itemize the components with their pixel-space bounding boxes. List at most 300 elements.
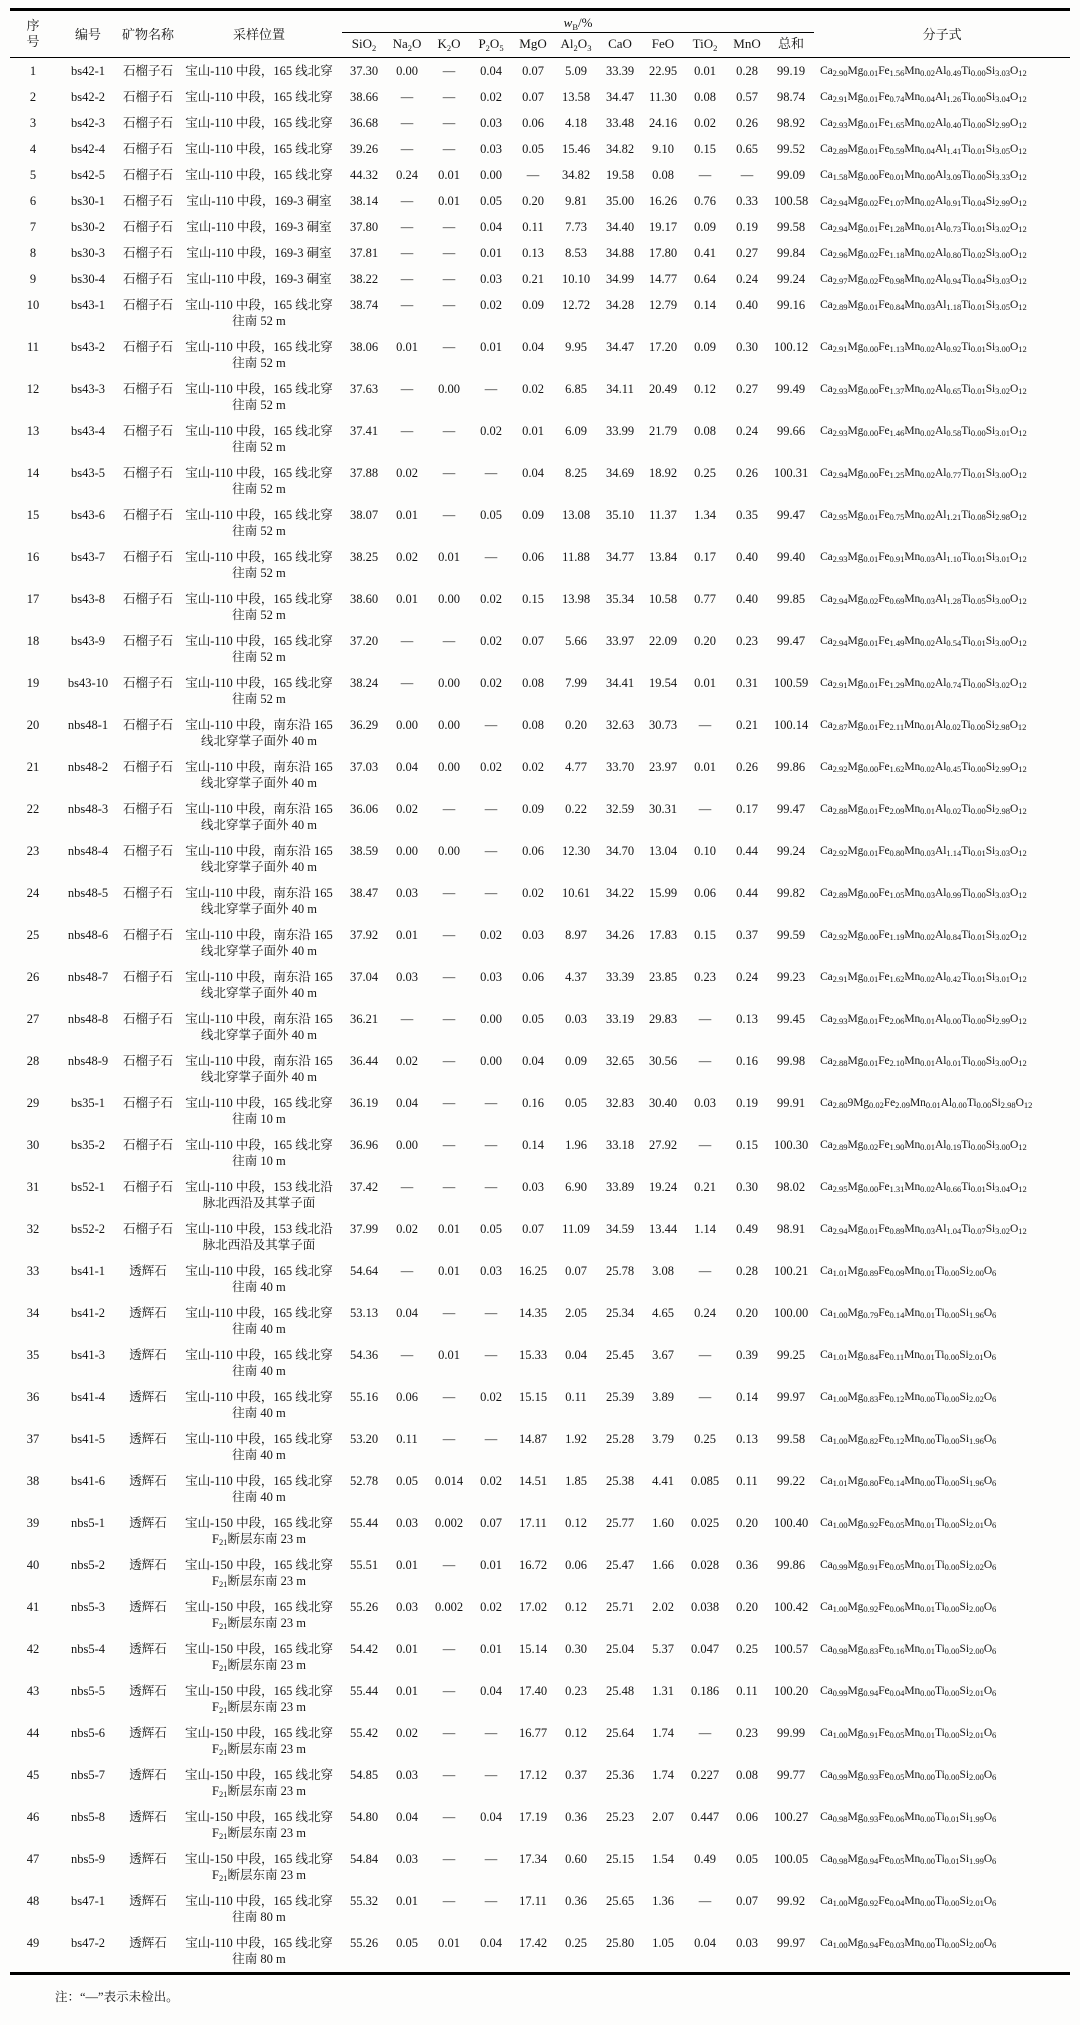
value-mgo: 0.06 bbox=[522, 115, 544, 130]
value-p2o5: 0.02 bbox=[480, 759, 502, 774]
value-sio2: 38.59 bbox=[349, 843, 379, 858]
value-p2o5: 0.02 bbox=[480, 591, 502, 606]
sampling-location bbox=[176, 1216, 342, 1258]
location-line: 线北穿掌子面外 40 m bbox=[201, 817, 317, 832]
table-row bbox=[10, 712, 1070, 754]
mineral-name: 石榴子石 bbox=[122, 633, 173, 648]
value-p2o5: 0.00 bbox=[480, 167, 502, 182]
value-total: 100.57 bbox=[773, 1641, 809, 1656]
mineral-name: 石榴子石 bbox=[122, 89, 173, 104]
value-na2o: 0.02 bbox=[396, 1725, 418, 1740]
value-feo: 21.79 bbox=[648, 423, 678, 438]
location-line: 宝山-110 中段，165 线北穿 bbox=[185, 115, 333, 130]
location-line: $F_{21}$断层东南 23 m bbox=[212, 1741, 306, 1757]
value-feo: 11.30 bbox=[649, 89, 677, 104]
value-al2o3: 0.09 bbox=[565, 1053, 587, 1068]
value-cao: 25.77 bbox=[605, 1515, 635, 1530]
row-number: 21 bbox=[26, 759, 40, 774]
value-sio2: 38.47 bbox=[349, 885, 379, 900]
sampling-location bbox=[176, 1006, 342, 1048]
value-na2o: 0.06 bbox=[396, 1389, 418, 1404]
sample-id: nbs5-5 bbox=[70, 1683, 106, 1698]
table-row bbox=[10, 1342, 1070, 1384]
value-sio2: 54.64 bbox=[349, 1263, 379, 1278]
value-mno: 0.31 bbox=[736, 675, 758, 690]
row-number: 6 bbox=[29, 193, 37, 208]
location-line: 线北穿掌子面外 40 m bbox=[201, 733, 317, 748]
sample-id: bs41-5 bbox=[70, 1431, 106, 1446]
molecular-formula: $Ca_{2.88}Mg_{0.01}Fe_{2.10}Mn_{0.01}Al_{0.01}Ti_{0.00}Si_{3.00}O_{12}$ bbox=[820, 1054, 1027, 1068]
value-mgo: 0.01 bbox=[522, 423, 544, 438]
location-line: 线北穿掌子面外 40 m bbox=[201, 943, 317, 958]
row-number: 9 bbox=[29, 271, 37, 286]
value-na2o: 0.02 bbox=[396, 549, 418, 564]
value-na2o: — bbox=[400, 381, 414, 396]
header-k2o: $K_2O$ bbox=[428, 33, 470, 58]
sampling-location bbox=[176, 880, 342, 922]
value-p2o5: — bbox=[484, 885, 498, 900]
value-tio2: 0.09 bbox=[694, 339, 716, 354]
value-total: 99.86 bbox=[776, 1557, 806, 1572]
table-row bbox=[10, 1552, 1070, 1594]
value-total: 98.74 bbox=[776, 89, 806, 104]
value-feo: 29.83 bbox=[648, 1011, 678, 1026]
location-line: 线北穿掌子面外 40 m bbox=[201, 985, 317, 1000]
row-number: 43 bbox=[26, 1683, 40, 1698]
value-mgo: 0.07 bbox=[522, 633, 544, 648]
value-k2o: — bbox=[442, 423, 456, 438]
value-total: 99.25 bbox=[776, 1347, 806, 1362]
location-line: 宝山-110 中段，169-3 硐室 bbox=[186, 271, 332, 286]
location-line: 脉北西沿及其掌子面 bbox=[202, 1237, 316, 1252]
value-cao: 34.11 bbox=[606, 381, 634, 396]
row-number: 37 bbox=[26, 1431, 40, 1446]
value-tio2: 0.14 bbox=[694, 297, 716, 312]
value-mno: 0.65 bbox=[736, 141, 758, 156]
table-row bbox=[10, 1468, 1070, 1510]
value-al2o3: 0.04 bbox=[565, 1347, 587, 1362]
sampling-location bbox=[176, 1510, 342, 1552]
value-na2o: — bbox=[400, 1347, 414, 1362]
value-feo: 1.60 bbox=[652, 1515, 674, 1530]
sample-id: bs43-2 bbox=[70, 339, 106, 354]
value-cao: 34.99 bbox=[605, 271, 635, 286]
value-p2o5: 0.03 bbox=[480, 271, 502, 286]
sample-id: nbs48-6 bbox=[67, 927, 109, 942]
sample-id: bs35-2 bbox=[70, 1137, 106, 1152]
location-line: 宝山-150 中段，165 线北穿 bbox=[185, 1641, 333, 1656]
location-line: 宝山-110 中段，南东沿 165 bbox=[185, 927, 333, 942]
mineral-name: 石榴子石 bbox=[122, 717, 173, 732]
value-mno: 0.13 bbox=[736, 1431, 758, 1446]
value-mno: 0.28 bbox=[736, 63, 758, 78]
location-line: 往南 80 m bbox=[232, 1951, 286, 1966]
value-sio2: 36.68 bbox=[349, 115, 379, 130]
value-sio2: 54.84 bbox=[349, 1851, 379, 1866]
value-al2o3: 0.60 bbox=[565, 1851, 587, 1866]
value-total: 99.98 bbox=[776, 1053, 806, 1068]
row-number: 17 bbox=[26, 591, 40, 606]
value-cao: 25.34 bbox=[605, 1305, 635, 1320]
value-k2o: 0.01 bbox=[438, 1935, 460, 1950]
sample-id: nbs48-1 bbox=[67, 717, 109, 732]
row-number: 26 bbox=[26, 969, 40, 984]
value-feo: 1.74 bbox=[652, 1767, 674, 1782]
value-total: 100.20 bbox=[773, 1683, 809, 1698]
value-p2o5: 0.04 bbox=[480, 1683, 502, 1698]
table-row bbox=[10, 1006, 1070, 1048]
value-p2o5: 0.01 bbox=[480, 339, 502, 354]
row-number: 38 bbox=[26, 1473, 40, 1488]
molecular-formula: $Ca_{2.93}Mg_{0.01}Fe_{2.06}Mn_{0.01}Al_{0.00}Ti_{0.00}Si_{2.99}O_{12}$ bbox=[820, 1012, 1027, 1026]
value-na2o: — bbox=[400, 1263, 414, 1278]
value-k2o: — bbox=[442, 297, 456, 312]
value-total: 99.97 bbox=[776, 1935, 806, 1950]
table-row bbox=[10, 240, 1070, 266]
value-al2o3: 0.23 bbox=[565, 1683, 587, 1698]
mineral-name: 石榴子石 bbox=[122, 969, 173, 984]
value-mgo: 17.12 bbox=[518, 1767, 548, 1782]
molecular-formula: $Ca_{1.00}Mg_{0.92}Fe_{0.04}Mn_{0.00}Ti_{0.00}Si_{2.01}O_6$ bbox=[820, 1894, 997, 1908]
table-row bbox=[10, 922, 1070, 964]
sample-id: bs30-4 bbox=[70, 271, 106, 286]
value-mno: 0.11 bbox=[736, 1683, 758, 1698]
mineral-name: 石榴子石 bbox=[122, 507, 173, 522]
value-feo: 1.74 bbox=[652, 1725, 674, 1740]
header-seq-number bbox=[10, 10, 56, 58]
table-row bbox=[10, 1762, 1070, 1804]
value-feo: 20.49 bbox=[648, 381, 678, 396]
mineral-name: 石榴子石 bbox=[122, 63, 173, 78]
value-k2o: 0.00 bbox=[438, 591, 460, 606]
value-na2o: 0.02 bbox=[396, 1221, 418, 1236]
sample-id: bs43-9 bbox=[70, 633, 106, 648]
value-p2o5: — bbox=[484, 465, 498, 480]
value-cao: 32.63 bbox=[605, 717, 635, 732]
value-cao: 35.34 bbox=[605, 591, 635, 606]
value-p2o5: — bbox=[484, 1347, 498, 1362]
value-na2o: — bbox=[400, 675, 414, 690]
row-number: 44 bbox=[26, 1725, 40, 1740]
location-line: 宝山-110 中段，165 线北穿 bbox=[185, 1095, 333, 1110]
value-tio2: — bbox=[698, 717, 712, 732]
sampling-location bbox=[176, 376, 342, 418]
table-row bbox=[10, 964, 1070, 1006]
value-mno: 0.27 bbox=[736, 381, 758, 396]
value-na2o: 0.11 bbox=[396, 1431, 418, 1446]
mineral-name: 石榴子石 bbox=[122, 591, 173, 606]
wb-unit: /% bbox=[577, 15, 593, 30]
value-k2o: — bbox=[442, 63, 456, 78]
value-k2o: — bbox=[442, 1641, 456, 1656]
mineral-name: 透辉石 bbox=[129, 1263, 167, 1278]
value-al2o3: 11.09 bbox=[562, 1221, 590, 1236]
value-cao: 32.83 bbox=[605, 1095, 635, 1110]
location-line: 宝山-150 中段，165 线北穿 bbox=[185, 1725, 333, 1740]
value-na2o: 0.24 bbox=[396, 167, 418, 182]
table-row bbox=[10, 1258, 1070, 1300]
value-feo: 19.24 bbox=[648, 1179, 678, 1194]
value-mno: 0.20 bbox=[736, 1599, 758, 1614]
value-na2o: — bbox=[400, 89, 414, 104]
value-cao: 25.71 bbox=[605, 1599, 635, 1614]
value-cao: 25.48 bbox=[605, 1683, 635, 1698]
row-number: 12 bbox=[26, 381, 40, 396]
value-sio2: 38.06 bbox=[349, 339, 379, 354]
value-sio2: 37.20 bbox=[349, 633, 379, 648]
value-sio2: 36.44 bbox=[349, 1053, 379, 1068]
value-p2o5: 0.02 bbox=[480, 927, 502, 942]
mineral-name: 石榴子石 bbox=[122, 801, 173, 816]
value-sio2: 37.42 bbox=[349, 1179, 379, 1194]
value-p2o5: 0.04 bbox=[480, 1809, 502, 1824]
location-line: 往南 10 m bbox=[232, 1111, 286, 1126]
location-line: 往南 10 m bbox=[232, 1153, 286, 1168]
value-na2o: 0.00 bbox=[396, 63, 418, 78]
value-cao: 34.70 bbox=[605, 843, 635, 858]
sampling-location bbox=[176, 460, 342, 502]
sampling-location bbox=[176, 162, 342, 188]
value-mno: 0.26 bbox=[736, 115, 758, 130]
value-k2o: — bbox=[442, 271, 456, 286]
value-feo: 13.04 bbox=[648, 843, 678, 858]
location-line: 宝山-110 中段，165 线北穿 bbox=[185, 591, 333, 606]
location-line: 宝山-110 中段，165 线北穿 bbox=[185, 1431, 333, 1446]
value-sio2: 37.63 bbox=[349, 381, 379, 396]
value-p2o5: 0.05 bbox=[480, 193, 502, 208]
value-total: 100.31 bbox=[773, 465, 809, 480]
value-p2o5: 0.00 bbox=[480, 1053, 502, 1068]
value-tio2: 0.15 bbox=[694, 141, 716, 156]
value-k2o: 0.00 bbox=[438, 675, 460, 690]
value-mno: 0.15 bbox=[736, 1137, 758, 1152]
location-line: 宝山-110 中段，165 线北穿 bbox=[185, 167, 333, 182]
value-mgo: 0.04 bbox=[522, 465, 544, 480]
location-line: 宝山-110 中段，165 线北穿 bbox=[185, 549, 333, 564]
table-row bbox=[10, 1384, 1070, 1426]
molecular-formula: $Ca_{0.99}Mg_{0.94}Fe_{0.04}Mn_{0.00}Ti_{0.00}Si_{2.01}O_6$ bbox=[820, 1684, 997, 1698]
value-mno: 0.20 bbox=[736, 1305, 758, 1320]
header-seq-char-2: 号 bbox=[26, 34, 40, 49]
value-cao: 34.22 bbox=[605, 885, 635, 900]
value-mno: 0.17 bbox=[736, 801, 758, 816]
value-cao: 34.47 bbox=[605, 339, 635, 354]
value-na2o: — bbox=[400, 1011, 414, 1026]
value-mno: 0.40 bbox=[736, 549, 758, 564]
mineral-name: 透辉石 bbox=[129, 1767, 167, 1782]
value-mgo: 0.08 bbox=[522, 675, 544, 690]
row-number: 46 bbox=[26, 1809, 40, 1824]
mineral-name: 石榴子石 bbox=[122, 245, 173, 260]
sample-id: nbs5-3 bbox=[70, 1599, 106, 1614]
value-total: 99.52 bbox=[776, 141, 806, 156]
molecular-formula: $Ca_{2.80}9Mg_{0.02}Fe_{2.09}Mn_{0.01}Al_{0.00}Ti_{0.00}Si_{2.98}O_{12}$ bbox=[820, 1096, 1033, 1110]
value-sio2: 55.32 bbox=[349, 1893, 379, 1908]
sample-id: bs43-6 bbox=[70, 507, 106, 522]
location-line: 往南 40 m bbox=[232, 1363, 286, 1378]
value-tio2: 1.34 bbox=[694, 507, 716, 522]
value-p2o5: 0.02 bbox=[480, 633, 502, 648]
value-na2o: 0.03 bbox=[396, 1515, 418, 1530]
table-row bbox=[10, 586, 1070, 628]
sample-id: nbs48-3 bbox=[67, 801, 109, 816]
header-seq-char-1: 序 bbox=[26, 18, 40, 33]
sample-id: bs35-1 bbox=[70, 1095, 106, 1110]
value-k2o: 0.00 bbox=[438, 843, 460, 858]
value-mgo: 17.11 bbox=[519, 1515, 547, 1530]
molecular-formula: $Ca_{0.98}Mg_{0.83}Fe_{0.16}Mn_{0.01}Ti_{0.00}Si_{2.00}O_6$ bbox=[820, 1642, 997, 1656]
value-al2o3: 5.66 bbox=[565, 633, 587, 648]
value-feo: 11.37 bbox=[649, 507, 677, 522]
sampling-location bbox=[176, 1636, 342, 1678]
value-tio2: 0.04 bbox=[694, 1935, 716, 1950]
header-formula: 分子式 bbox=[814, 10, 1070, 58]
location-line: 宝山-110 中段，153 线北沿 bbox=[185, 1221, 333, 1236]
sampling-location bbox=[176, 1426, 342, 1468]
value-cao: 25.23 bbox=[605, 1809, 635, 1824]
molecular-formula: $Ca_{0.98}Mg_{0.93}Fe_{0.06}Mn_{0.00}Ti_{0.01}Si_{1.99}O_6$ bbox=[820, 1810, 997, 1824]
value-k2o: 0.01 bbox=[438, 1263, 460, 1278]
sampling-location bbox=[176, 1468, 342, 1510]
molecular-formula: $Ca_{2.88}Mg_{0.01}Fe_{2.09}Mn_{0.01}Al_{0.02}Ti_{0.00}Si_{2.98}O_{12}$ bbox=[820, 802, 1027, 816]
sampling-location bbox=[176, 1930, 342, 1974]
header-cao: CaO bbox=[598, 33, 642, 58]
row-number: 40 bbox=[26, 1557, 40, 1572]
location-line: 往南 40 m bbox=[232, 1405, 286, 1420]
value-k2o: — bbox=[442, 1179, 456, 1194]
molecular-formula: $Ca_{1.00}Mg_{0.94}Fe_{0.03}Mn_{0.00}Ti_{0.00}Si_{2.00}O_6$ bbox=[820, 1936, 997, 1950]
value-p2o5: 0.03 bbox=[480, 969, 502, 984]
sample-id: nbs48-5 bbox=[67, 885, 109, 900]
molecular-formula: $Ca_{2.92}Mg_{0.00}Fe_{1.62}Mn_{0.02}Al_{0.45}Ti_{0.00}Si_{2.99}O_{12}$ bbox=[820, 760, 1027, 774]
value-al2o3: 10.61 bbox=[561, 885, 591, 900]
value-p2o5: — bbox=[484, 381, 498, 396]
value-mgo: 0.16 bbox=[522, 1095, 544, 1110]
sample-id: bs43-10 bbox=[67, 675, 109, 690]
value-mno: 0.19 bbox=[736, 219, 758, 234]
location-line: 宝山-150 中段，165 线北穿 bbox=[185, 1851, 333, 1866]
value-na2o: 0.03 bbox=[396, 1767, 418, 1782]
value-k2o: — bbox=[442, 1305, 456, 1320]
row-number: 16 bbox=[26, 549, 40, 564]
molecular-formula: $Ca_{1.00}Mg_{0.79}Fe_{0.14}Mn_{0.01}Ti_{0.00}Si_{1.96}O_6$ bbox=[820, 1306, 997, 1320]
header-sample-id: 编号 bbox=[56, 10, 120, 58]
value-feo: 1.54 bbox=[652, 1851, 674, 1866]
value-al2o3: 8.53 bbox=[565, 245, 587, 260]
location-line: 往南 52 m bbox=[232, 439, 286, 454]
header-mgo: MgO bbox=[512, 33, 554, 58]
location-line: 宝山-110 中段，165 线北穿 bbox=[185, 675, 333, 690]
sampling-location bbox=[176, 188, 342, 214]
value-feo: 5.37 bbox=[652, 1641, 674, 1656]
value-mgo: 0.06 bbox=[522, 549, 544, 564]
table-row bbox=[10, 838, 1070, 880]
sample-id: nbs5-7 bbox=[70, 1767, 106, 1782]
value-mgo: 0.11 bbox=[522, 219, 544, 234]
row-number: 11 bbox=[26, 339, 40, 354]
value-al2o3: 15.46 bbox=[561, 141, 591, 156]
value-p2o5: 0.02 bbox=[480, 423, 502, 438]
value-al2o3: 8.25 bbox=[565, 465, 587, 480]
sample-id: bs43-5 bbox=[70, 465, 106, 480]
header-tio2: TiO$_2$ bbox=[684, 33, 726, 58]
sample-id: nbs48-8 bbox=[67, 1011, 109, 1026]
mineral-name: 石榴子石 bbox=[122, 141, 173, 156]
value-na2o: — bbox=[400, 141, 414, 156]
table-footnote: 注：“—”表示未检出。 bbox=[55, 1990, 179, 2004]
value-mgo: 16.72 bbox=[518, 1557, 548, 1572]
table-header bbox=[10, 10, 1070, 58]
value-al2o3: 0.22 bbox=[565, 801, 587, 816]
value-na2o: — bbox=[400, 297, 414, 312]
molecular-formula: $Ca_{2.87}Mg_{0.01}Fe_{2.11}Mn_{0.01}Al_{0.02}Ti_{0.00}Si_{2.98}O_{12}$ bbox=[820, 718, 1027, 732]
mineral-name: 透辉石 bbox=[129, 1431, 167, 1446]
value-feo: 27.92 bbox=[648, 1137, 678, 1152]
location-line: 宝山-110 中段，南东沿 165 bbox=[185, 1053, 333, 1068]
header-wb-percent-spanner bbox=[342, 10, 814, 33]
sample-id: bs42-4 bbox=[70, 141, 106, 156]
value-total: 99.97 bbox=[776, 1389, 806, 1404]
molecular-formula: $Ca_{2.94}Mg_{0.01}Fe_{1.28}Mn_{0.01}Al_{0.73}Ti_{0.01}Si_{3.02}O_{12}$ bbox=[820, 220, 1027, 234]
mineral-name: 透辉石 bbox=[129, 1641, 167, 1656]
sample-id: nbs5-1 bbox=[70, 1515, 106, 1530]
mineral-name: 透辉石 bbox=[129, 1893, 167, 1908]
value-cao: 32.59 bbox=[605, 801, 635, 816]
value-mno: 0.39 bbox=[736, 1347, 758, 1362]
location-line: 宝山-110 中段，153 线北沿 bbox=[185, 1179, 333, 1194]
location-line: 往南 40 m bbox=[232, 1447, 286, 1462]
table-row bbox=[10, 84, 1070, 110]
header-row-top bbox=[10, 10, 1070, 33]
value-al2o3: 13.08 bbox=[561, 507, 591, 522]
value-k2o: — bbox=[442, 1683, 456, 1698]
value-total: 99.40 bbox=[776, 549, 806, 564]
value-feo: 1.31 bbox=[652, 1683, 674, 1698]
value-mno: 0.37 bbox=[736, 927, 758, 942]
value-mno: 0.07 bbox=[736, 1893, 758, 1908]
value-na2o: 0.03 bbox=[396, 885, 418, 900]
value-na2o: 0.01 bbox=[396, 507, 418, 522]
table-row bbox=[10, 670, 1070, 712]
value-na2o: — bbox=[400, 1179, 414, 1194]
row-number: 24 bbox=[26, 885, 40, 900]
sampling-location bbox=[176, 628, 342, 670]
value-na2o: 0.00 bbox=[396, 1137, 418, 1152]
row-number: 30 bbox=[26, 1137, 40, 1152]
value-total: 99.49 bbox=[776, 381, 806, 396]
row-number: 41 bbox=[26, 1599, 40, 1614]
row-number: 10 bbox=[26, 297, 40, 312]
value-al2o3: 1.85 bbox=[565, 1473, 587, 1488]
location-line: 线北穿掌子面外 40 m bbox=[201, 775, 317, 790]
value-al2o3: 9.95 bbox=[565, 339, 587, 354]
sampling-location bbox=[176, 334, 342, 376]
value-sio2: 36.06 bbox=[349, 801, 379, 816]
value-sio2: 37.30 bbox=[349, 63, 379, 78]
value-al2o3: 0.12 bbox=[565, 1515, 587, 1530]
value-feo: 17.80 bbox=[648, 245, 678, 260]
location-line: 宝山-110 中段，165 线北穿 bbox=[185, 633, 333, 648]
mineral-name: 石榴子石 bbox=[122, 193, 173, 208]
sample-id: nbs5-4 bbox=[70, 1641, 106, 1656]
value-total: 100.21 bbox=[773, 1263, 809, 1278]
value-mgo: 0.15 bbox=[522, 591, 544, 606]
table-row bbox=[10, 162, 1070, 188]
value-al2o3: 0.12 bbox=[565, 1599, 587, 1614]
value-p2o5: 0.02 bbox=[480, 1473, 502, 1488]
value-k2o: — bbox=[442, 115, 456, 130]
mineral-name: 石榴子石 bbox=[122, 1011, 173, 1026]
